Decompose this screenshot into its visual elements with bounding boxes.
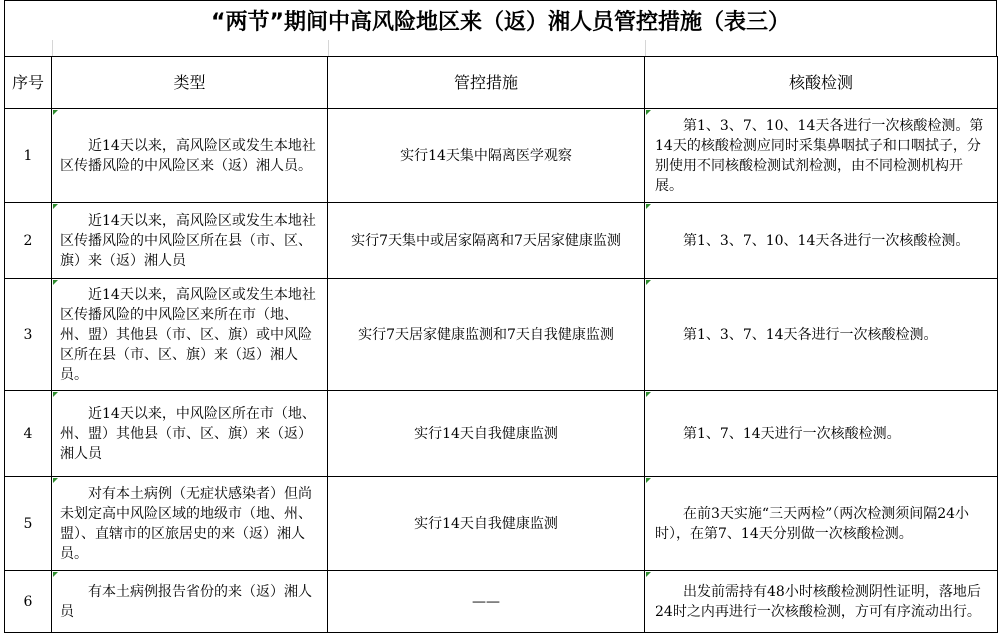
header-test: 核酸检测	[645, 57, 998, 109]
row-control: 实行14天自我健康监测	[328, 477, 645, 571]
row-test: 在前3天实施“三天两检”（两次检测须间隔24小时），在第7、14天分别做一次核酸检测。	[645, 477, 998, 571]
row-num: 2	[5, 203, 52, 279]
row-type: 近14天以来，高风险区或发生本地社区传播风险的中风险区来所在市（地、州、盟）其他县（市、区、旗）或中风险区所在县（市、区、旗）来（返）湘人员。	[52, 279, 328, 391]
row-type: 近14天以来，中风险区所在市（地、州、盟）其他县（市、区、旗）来（返）湘人员	[52, 391, 328, 477]
row-control: 实行14天集中隔离医学观察	[328, 109, 645, 203]
row-control: ——	[328, 571, 645, 633]
row-num: 3	[5, 279, 52, 391]
row-type: 对有本土病例（无症状感染者）但尚未划定高中风险区域的地级市（地、州、盟）、直辖市的区旅居史的来（返）湘人员。	[52, 477, 328, 571]
row-test: 出发前需持有48小时核酸检测阴性证明，落地后24时之内再进行一次核酸检测，方可有序流动出行。	[645, 571, 998, 633]
row-num: 1	[5, 109, 52, 203]
spreadsheet	[4, 0, 997, 633]
table-row	[5, 279, 998, 391]
table-row	[5, 391, 998, 477]
control-measures-table	[4, 56, 998, 633]
row-control: 实行14天自我健康监测	[328, 391, 645, 477]
header-control: 管控措施	[328, 57, 645, 109]
table-row	[5, 571, 998, 633]
row-num: 5	[5, 477, 52, 571]
blank-row	[4, 40, 997, 56]
row-type: 有本土病例报告省份的来（返）湘人员	[52, 571, 328, 633]
header-row	[5, 57, 998, 109]
row-control: 实行7天居家健康监测和7天自我健康监测	[328, 279, 645, 391]
row-type: 近14天以来，高风险区或发生本地社区传播风险的中风险区所在县（市、区、旗）来（返）湘人员	[52, 203, 328, 279]
table-title: “两节”期间中高风险地区来（返）湘人员管控措施（表三）	[4, 0, 997, 40]
row-test: 第1、3、7、10、14天各进行一次核酸检测。第14天的核酸检测应同时采集鼻咽拭子和口咽拭子，分别使用不同核酸检测试剂检测，由不同检测机构开展。	[645, 109, 998, 203]
row-type: 近14天以来，高风险区或发生本地社区传播风险的中风险区来（返）湘人员。	[52, 109, 328, 203]
row-test: 第1、3、7、14天各进行一次核酸检测。	[645, 279, 998, 391]
table-row	[5, 477, 998, 571]
row-num: 6	[5, 571, 52, 633]
table-row	[5, 109, 998, 203]
row-num: 4	[5, 391, 52, 477]
row-test: 第1、7、14天进行一次核酸检测。	[645, 391, 998, 477]
header-type: 类型	[52, 57, 328, 109]
table-row	[5, 203, 998, 279]
row-control: 实行7天集中或居家隔离和7天居家健康监测	[328, 203, 645, 279]
header-num: 序号	[5, 57, 52, 109]
row-test: 第1、3、7、10、14天各进行一次核酸检测。	[645, 203, 998, 279]
